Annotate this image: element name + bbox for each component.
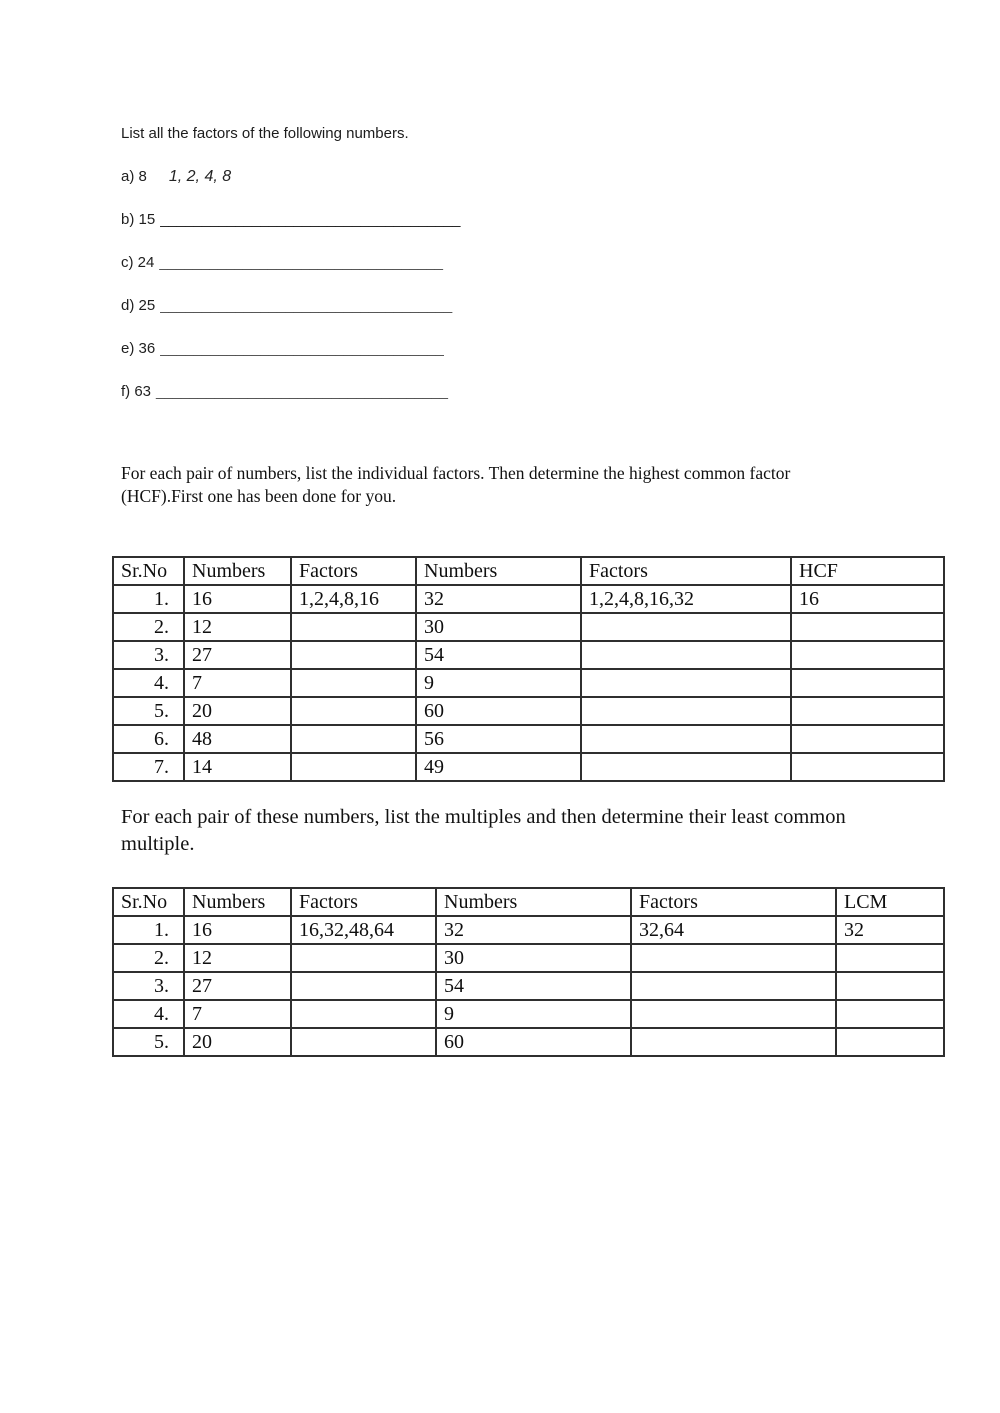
column-header: LCM: [836, 888, 944, 916]
empty-answer-cell[interactable]: [836, 1000, 944, 1028]
empty-answer-cell[interactable]: [291, 944, 436, 972]
table-cell: 1.: [113, 585, 184, 613]
table-cell: 5.: [113, 697, 184, 725]
item-label: c) 24: [121, 254, 155, 271]
column-header: Factors: [581, 557, 791, 585]
table-cell: 27: [184, 972, 291, 1000]
column-header: Numbers: [184, 557, 291, 585]
table-row: [113, 1028, 944, 1056]
table-cell: 60: [436, 1028, 631, 1056]
factors-section: [121, 124, 681, 401]
column-header: Numbers: [184, 888, 291, 916]
column-header: Numbers: [416, 557, 581, 585]
blank-line[interactable]: ___________________________________: [156, 383, 448, 400]
lcm-table: [112, 887, 945, 1057]
table-row: [113, 585, 944, 613]
factor-item-e: [121, 339, 681, 358]
factor-item-a: [121, 167, 681, 186]
table-row: [113, 669, 944, 697]
column-header: Factors: [291, 557, 416, 585]
table-cell: 3.: [113, 641, 184, 669]
table-row: [113, 944, 944, 972]
empty-answer-cell[interactable]: [291, 753, 416, 781]
empty-answer-cell[interactable]: [631, 972, 836, 1000]
table-row: [113, 697, 944, 725]
table-cell: 12: [184, 613, 291, 641]
table-cell: 16: [791, 585, 944, 613]
table-row: [113, 725, 944, 753]
item-label: e) 36: [121, 340, 156, 357]
section-heading: List all the factors of the following numbers.: [121, 125, 409, 142]
item-label: a) 8: [121, 168, 147, 185]
item-label: f) 63: [121, 383, 152, 400]
table-cell: 3.: [113, 972, 184, 1000]
blank-line[interactable]: ___________________________________: [160, 297, 453, 314]
table-cell: 2.: [113, 944, 184, 972]
table-cell: 4.: [113, 669, 184, 697]
table-cell: 32: [436, 916, 631, 944]
factor-item-b: [121, 210, 681, 229]
factor-item-c: [121, 253, 681, 272]
table-cell: 32: [416, 585, 581, 613]
table-cell: 16,32,48,64: [291, 916, 436, 944]
empty-answer-cell[interactable]: [631, 1000, 836, 1028]
empty-answer-cell[interactable]: [581, 753, 791, 781]
table-cell: 7: [184, 1000, 291, 1028]
table-header-row: [113, 557, 944, 585]
hcf-instructions: For each pair of numbers, list the individual factors. Then determine the highest common factor (HCF).First one has been done for you.: [121, 463, 791, 506]
table-cell: 7.: [113, 753, 184, 781]
blank-line[interactable]: __________________________________: [159, 254, 443, 271]
empty-answer-cell[interactable]: [291, 725, 416, 753]
empty-answer-cell[interactable]: [836, 972, 944, 1000]
table-cell: 60: [416, 697, 581, 725]
table-cell: 54: [436, 972, 631, 1000]
empty-answer-cell[interactable]: [291, 697, 416, 725]
empty-answer-cell[interactable]: [291, 1000, 436, 1028]
empty-answer-cell[interactable]: [791, 641, 944, 669]
answer-text: 1, 2, 4, 8: [168, 168, 232, 185]
table-cell: 7: [184, 669, 291, 697]
factor-item-f: [121, 382, 681, 401]
column-header: Factors: [631, 888, 836, 916]
table-cell: 2.: [113, 613, 184, 641]
table-cell: 6.: [113, 725, 184, 753]
table-cell: 16: [184, 585, 291, 613]
blank-line[interactable]: ____________________________________: [160, 211, 461, 228]
table-cell: 27: [184, 641, 291, 669]
table-row: [113, 972, 944, 1000]
table-cell: 56: [416, 725, 581, 753]
table-cell: 49: [416, 753, 581, 781]
factor-item-d: [121, 296, 681, 315]
empty-answer-cell[interactable]: [791, 697, 944, 725]
empty-answer-cell[interactable]: [631, 1028, 836, 1056]
empty-answer-cell[interactable]: [291, 972, 436, 1000]
column-header: HCF: [791, 557, 944, 585]
table-cell: 20: [184, 1028, 291, 1056]
table-cell: 14: [184, 753, 291, 781]
table-cell: 9: [436, 1000, 631, 1028]
empty-answer-cell[interactable]: [291, 669, 416, 697]
table-cell: 32,64: [631, 916, 836, 944]
table-row: [113, 753, 944, 781]
empty-answer-cell[interactable]: [836, 1028, 944, 1056]
table-cell: 1.: [113, 916, 184, 944]
blank-line[interactable]: __________________________________: [160, 340, 444, 357]
table-cell: 48: [184, 725, 291, 753]
lcm-instructions: For each pair of these numbers, list the multiples and then determine their least common multiple.: [121, 806, 846, 855]
table-cell: 9: [416, 669, 581, 697]
column-header: Sr.No: [113, 557, 184, 585]
table-cell: 4.: [113, 1000, 184, 1028]
table-cell: 20: [184, 697, 291, 725]
table-cell: 5.: [113, 1028, 184, 1056]
table-cell: 1,2,4,8,16,32: [581, 585, 791, 613]
table-row: [113, 613, 944, 641]
table-cell: 32: [836, 916, 944, 944]
table-cell: 1,2,4,8,16: [291, 585, 416, 613]
empty-answer-cell[interactable]: [581, 641, 791, 669]
column-header: Factors: [291, 888, 436, 916]
empty-answer-cell[interactable]: [791, 669, 944, 697]
empty-answer-cell[interactable]: [291, 613, 416, 641]
table-row: [113, 641, 944, 669]
empty-answer-cell[interactable]: [791, 753, 944, 781]
empty-answer-cell[interactable]: [581, 613, 791, 641]
item-label: d) 25: [121, 297, 156, 314]
empty-answer-cell[interactable]: [291, 641, 416, 669]
item-label: b) 15: [121, 211, 156, 228]
empty-answer-cell[interactable]: [581, 725, 791, 753]
column-header: Numbers: [436, 888, 631, 916]
empty-answer-cell[interactable]: [291, 1028, 436, 1056]
column-header: Sr.No: [113, 888, 184, 916]
table-cell: 30: [416, 613, 581, 641]
table-row: [113, 1000, 944, 1028]
hcf-table: [112, 556, 945, 782]
empty-answer-cell[interactable]: [791, 613, 944, 641]
table-row: [113, 916, 944, 944]
table-cell: 54: [416, 641, 581, 669]
empty-answer-cell[interactable]: [791, 725, 944, 753]
empty-answer-cell[interactable]: [836, 944, 944, 972]
table-cell: 16: [184, 916, 291, 944]
empty-answer-cell[interactable]: [581, 669, 791, 697]
table-header-row: [113, 888, 944, 916]
empty-answer-cell[interactable]: [631, 944, 836, 972]
table-cell: 30: [436, 944, 631, 972]
empty-answer-cell[interactable]: [581, 697, 791, 725]
table-cell: 12: [184, 944, 291, 972]
